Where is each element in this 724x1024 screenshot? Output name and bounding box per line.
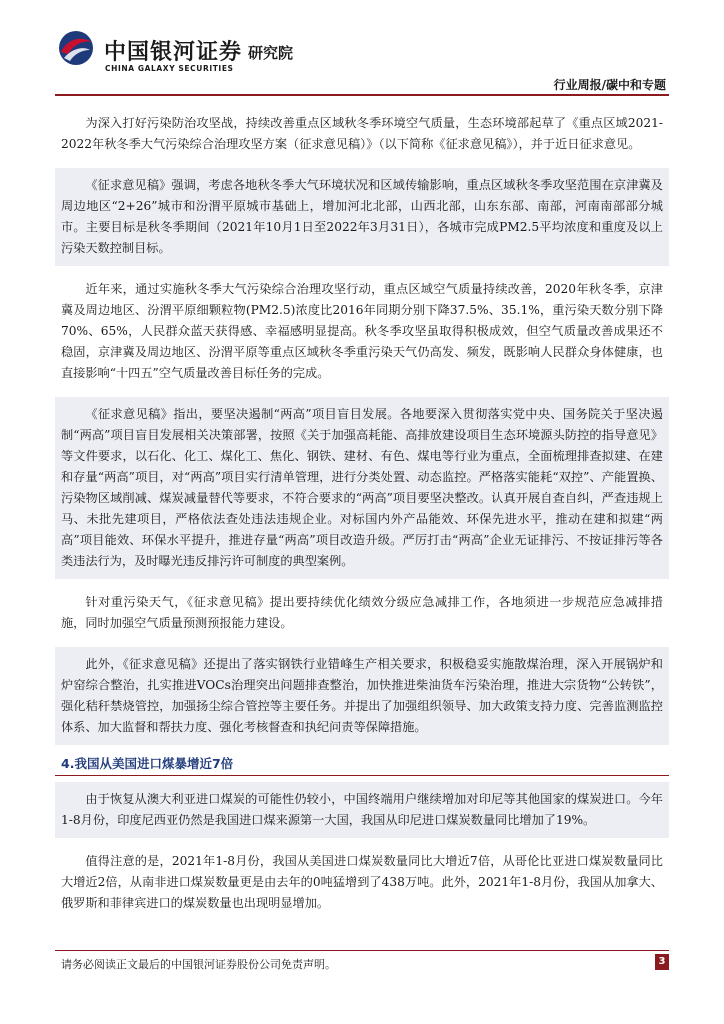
brand-name-en: CHINA GALAXY SECURITIES: [105, 64, 234, 73]
paragraph: 针对重污染天气，《征求意见稿》提出要持续优化绩效分级应急减排工作，各地须进一步规范应急减排措施，同时加强空气质量预测预报能力建设。: [55, 585, 669, 641]
brand-name-cn: 中国银河证券: [104, 40, 243, 65]
page-number: 3: [655, 954, 669, 970]
footer-rule: [55, 950, 669, 951]
paragraph: 《征求意见稿》强调，考虑各地秋冬季大气环境状况和区域传输影响，重点区域秋冬季攻坚范围在京津冀及周边地区“2+26”城市和汾渭平原城市基础上，增加河北北部，山西北部，山东东部、南部，河南南部部分城市。主要目标是秋冬季期间（2021年10月1日至2022年3月31日），各城市完成PM2.5平均浓度和重度及以上污染天数控制目标。: [55, 168, 669, 266]
paragraph: 由于恢复从澳大利亚进口煤炭的可能性仍较小，中国终端用户继续增加对印尼等其他国家的煤炭进口。今年1-8月份，印度尼西亚仍然是我国进口煤来源第一大国，我国从印尼进口煤炭数量同比增加了19%。: [55, 782, 669, 838]
institute-label: 研究院: [248, 44, 294, 62]
paragraph: 值得注意的是，2021年1-8月份，我国从美国进口煤炭数量同比大增近7倍，从哥伦比亚进口煤炭数量同比大增近2倍，从南非进口煤炭数量更是由去年的0吨猛增到了438万吨。此外，2021年1-8月份，我国从加拿大、俄罗斯和菲律宾进口的煤炭数量也出现明显增加。: [55, 844, 669, 921]
page-header: [0, 0, 724, 96]
paragraph: 为深入打好污染防治攻坚战，持续改善重点区域秋冬季环境空气质量，生态环境部起草了《重点区域2021-2022年秋冬季大气污染综合治理攻坚方案（征求意见稿）》（以下简称《征求意见稿》），并于近日征求意见。: [55, 106, 669, 162]
galaxy-logo-icon: [56, 28, 96, 68]
section-heading: 4.我国从美国进口煤暴增近7倍: [55, 751, 669, 776]
paragraph: 近年来，通过实施秋冬季大气污染综合治理攻坚行动，重点区域空气质量持续改善，2020年秋冬季，京津冀及周边地区、汾渭平原细颗粒物(PM2.5)浓度比2016年同期分别下降37.5%、35.1%，重污染天数分别下降70%、65%，人民群众蓝天获得感、幸福感明显提高。秋冬季攻坚虽取得积极成效，但空气质量改善成果还不稳固，京津冀及周边地区、汾渭平原等重点区域秋冬季重污染天气仍高发、频发，既影响人民群众身体健康，也直接影响“十四五”空气质量改善目标任务的完成。: [55, 272, 669, 391]
page-footer: [55, 950, 669, 974]
report-body: [55, 106, 669, 927]
paragraph: 此外，《征求意见稿》还提出了落实钢铁行业错峰生产相关要求，积极稳妥实施散煤治理，深入开展锅炉和炉窑综合整治，扎实推进VOCs治理突出问题排查整治，加快推进柴油货车污染治理，推进大宗货物“公转铁”，强化秸秆禁烧管控，加强扬尘综合管控等主要任务。并提出了加强组织领导、加大政策支持力度、完善监测监控体系、加大监督和帮扶力度、强化考核督查和执纪问责等保障措施。: [55, 647, 669, 745]
report-type-label: 行业周报/碳中和专题: [553, 78, 666, 92]
header-rule: [55, 94, 669, 96]
disclaimer-note: 请务必阅读正文最后的中国银河证券股份公司免责声明。: [61, 958, 336, 971]
paragraph: 《征求意见稿》指出，要坚决遏制“两高”项目盲目发展。各地要深入贯彻落实党中央、国务院关于坚决遏制“两高”项目盲目发展相关决策部署，按照《关于加强高耗能、高排放建设项目生态环境源头防控的指导意见》等文件要求，以石化、化工、煤化工、焦化、钢铁、建材、有色、煤电等行业为重点，全面梳理排查拟建、在建和存量“两高”项目，对“两高”项目实行清单管理，进行分类处置、动态监控。严格落实能耗“双控”、产能置换、污染物区域削减、煤炭减量替代等要求，不符合要求的“两高”项目要坚决整改。认真开展自查自纠，严查违规上马、未批先建项目，严格依法查处违法违规企业。对标国内外产品能效、环保先进水平，推动在建和拟建“两高”项目能效、环保水平提升，推进存量“两高”项目改造升级。严厉打击“两高”企业无证排污、不按证排污等各类违法行为，及时曝光违反排污许可制度的典型案例。: [55, 397, 669, 579]
